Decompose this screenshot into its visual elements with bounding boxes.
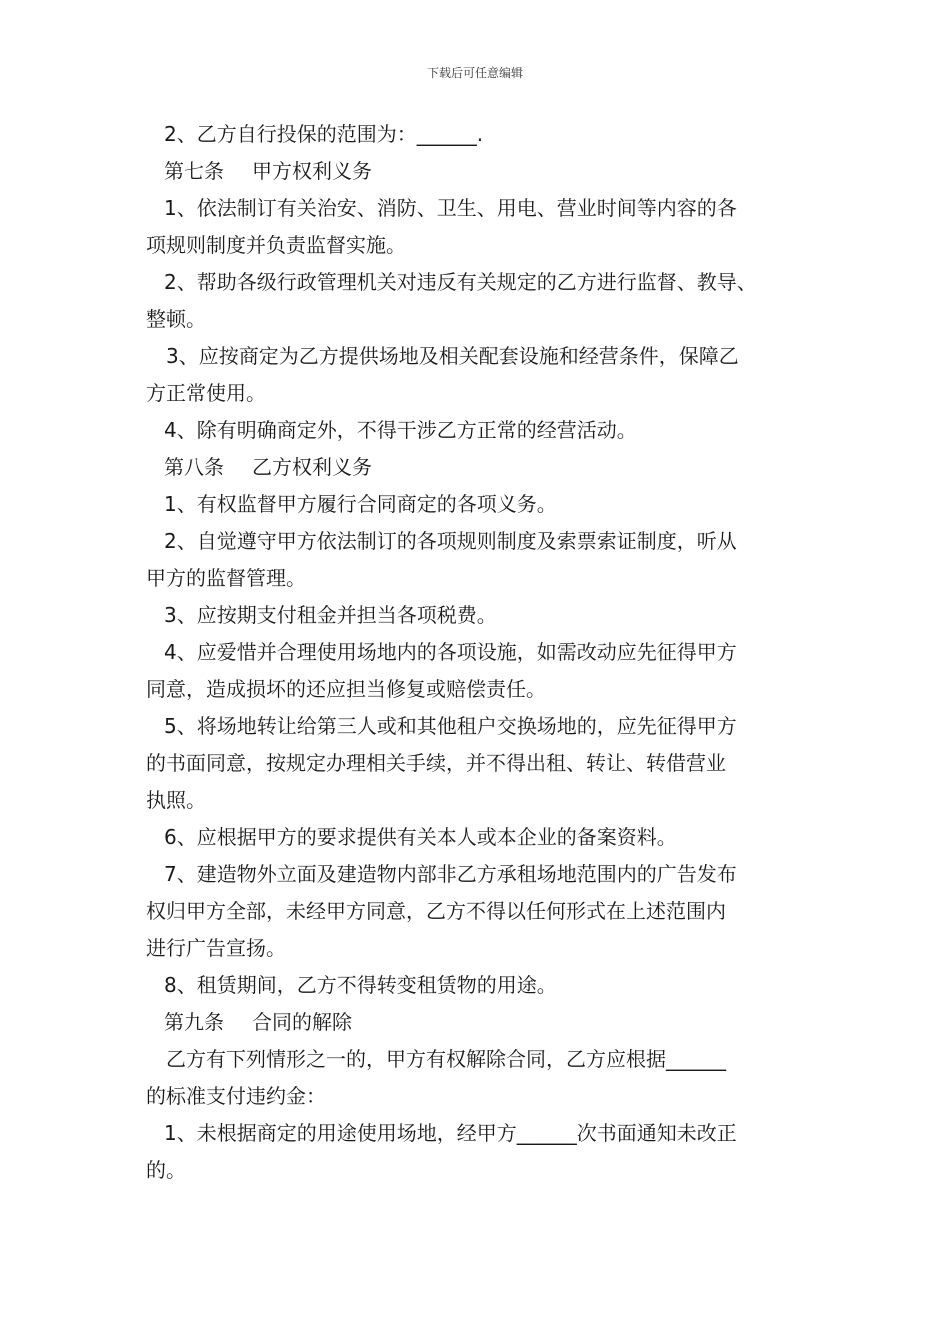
article-title: 合同的解除: [252, 1010, 352, 1034]
clause-line: 3、应按商定为乙方提供场地及相关配套设施和经营条件，保障乙: [166, 344, 739, 368]
clause-line: 的标准支付违约金：: [146, 1084, 326, 1108]
article-number: 第七条: [164, 159, 224, 183]
clause-line: 同意，造成损坏的还应担当修复或赔偿责任。: [146, 677, 546, 701]
page-header: 下载后可任意编辑: [426, 66, 523, 80]
clause-line: 执照。: [146, 788, 206, 812]
clause-line: 6、应根据甲方的要求提供有关本人或本企业的备案资料。: [164, 825, 677, 849]
clause-line: 1、未根据商定的用途使用场地，经甲方______次书面通知未改正: [164, 1121, 737, 1145]
article-number: 第八条: [164, 455, 224, 479]
clause-line: 进行广告宣扬。: [146, 936, 286, 960]
article-title: 乙方权利义务: [252, 455, 372, 479]
clause-line: 项规则制度并负责监督实施。: [146, 233, 406, 257]
clause-line: 1、依法制订有关治安、消防、卫生、用电、营业时间等内容的各: [164, 196, 737, 220]
clause-line: 7、建造物外立面及建造物内部非乙方承租场地范围内的广告发布: [164, 862, 737, 886]
article-heading: [146, 449, 826, 486]
clause-line: 2、自觉遵守甲方依法制订的各项规则制度及索票索证制度，听从: [164, 529, 737, 553]
clause-line: 的。: [146, 1158, 186, 1182]
clause-line: 4、除有明确商定外，不得干涉乙方正常的经营活动。: [164, 418, 637, 442]
article-number: 第九条: [164, 1010, 224, 1034]
clause-line: 整顿。: [146, 307, 206, 331]
clause-line: 3、应按期支付租金并担当各项税费。: [164, 603, 497, 627]
clause-line: 甲方的监督管理。: [146, 566, 306, 590]
clause-line: 方正常使用。: [146, 381, 266, 405]
clause-line: 8、租赁期间，乙方不得转变租赁物的用途。: [164, 973, 557, 997]
clause-line: 2、乙方自行投保的范围为：______.: [164, 122, 484, 146]
clause-line: 的书面同意，按规定办理相关手续，并不得出租、转让、转借营业: [146, 751, 726, 775]
clause-line: 权归甲方全部，未经甲方同意，乙方不得以任何形式在上述范围内: [146, 899, 726, 923]
article-title: 甲方权利义务: [252, 159, 372, 183]
document-body: [146, 116, 826, 1189]
clause-line: 5、将场地转让给第三人或和其他租户交换场地的，应先征得甲方: [164, 714, 737, 738]
clause-line: 4、应爱惜并合理使用场地内的各项设施，如需改动应先征得甲方: [164, 640, 737, 664]
article-heading: [146, 153, 826, 190]
clause-line: 2、帮助各级行政管理机关对违反有关规定的乙方进行监督、教导、: [164, 270, 757, 294]
clause-line: 乙方有下列情形之一的，甲方有权解除合同，乙方应根据______: [166, 1047, 726, 1071]
article-heading: [146, 1004, 826, 1041]
clause-line: 1、有权监督甲方履行合同商定的各项义务。: [164, 492, 557, 516]
